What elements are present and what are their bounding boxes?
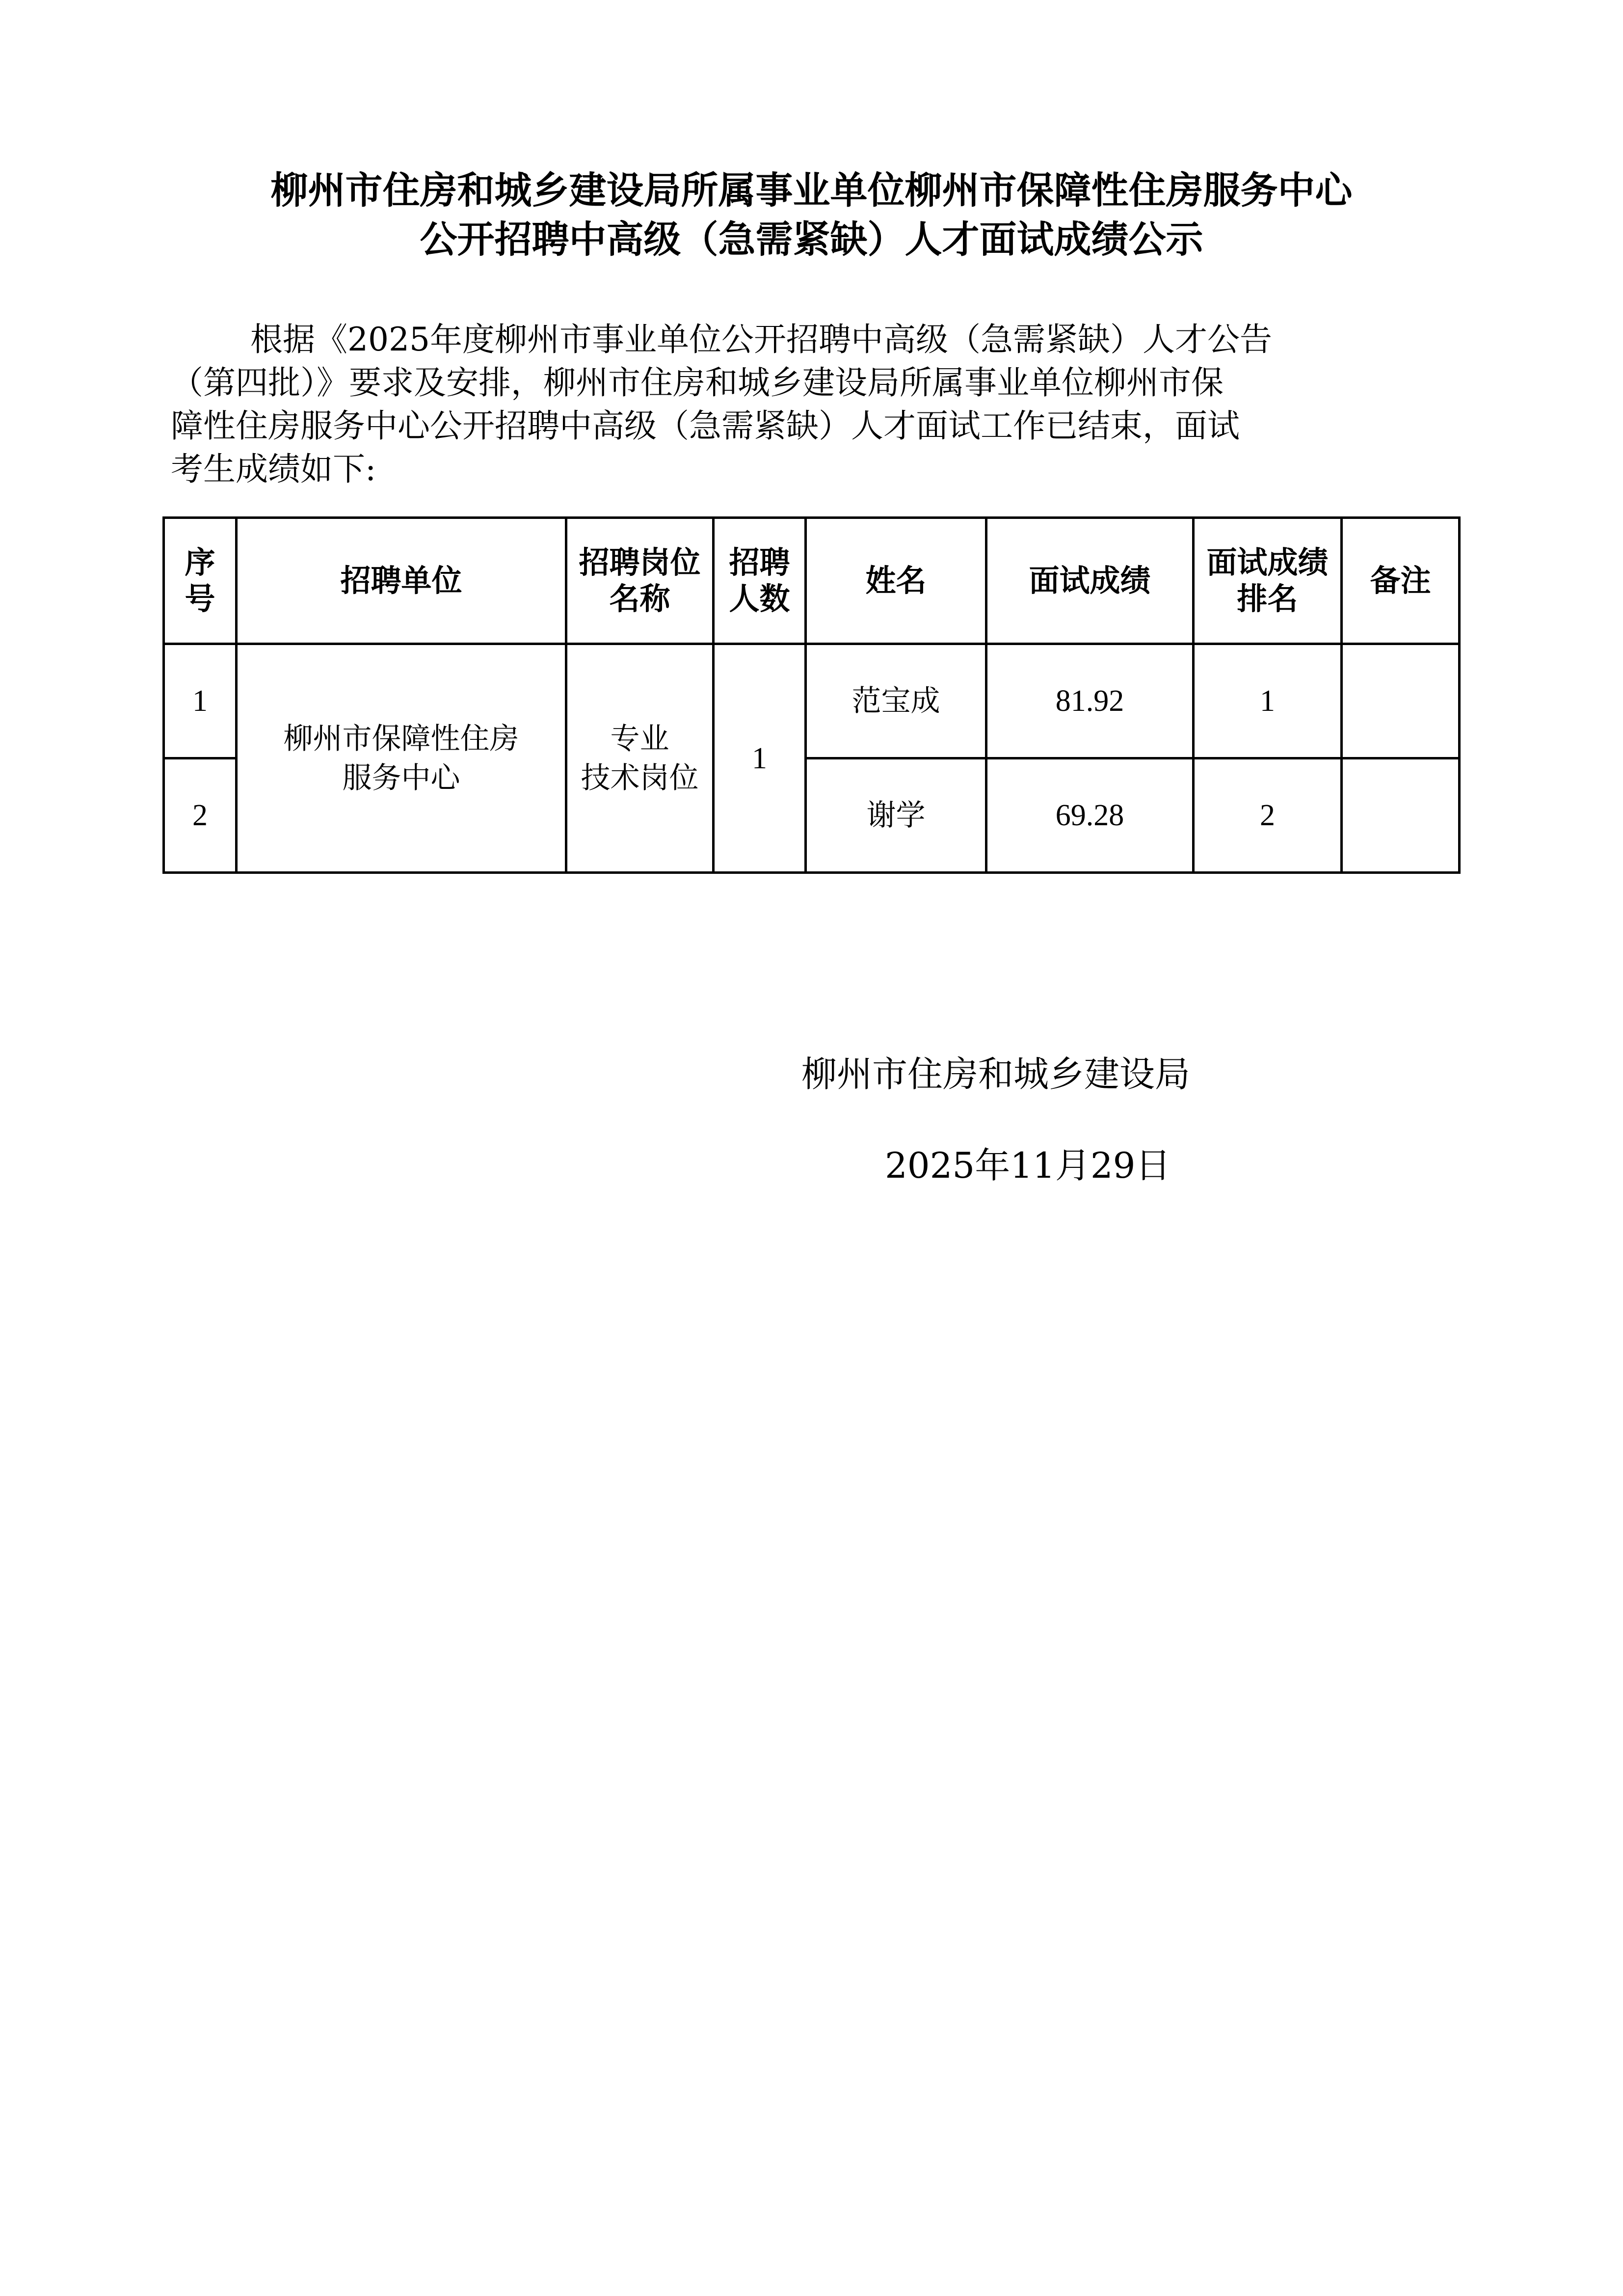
row-score: 81.92 [986,644,1194,758]
header-name: 姓名 [806,518,986,644]
table-header-row [164,518,1460,644]
row-remark [1342,644,1460,758]
signing-organization: 柳州市住房和城乡建设局 [801,1053,1191,1095]
row-score: 69.28 [986,758,1194,873]
cell-unit: 柳州市保障性住房 服务中心 [237,644,566,873]
row-seq: 1 [164,644,237,758]
header-post: 招聘岗位 名称 [566,518,714,644]
cell-hire-count: 1 [714,644,806,873]
row-remark [1342,758,1460,873]
header-count: 招聘 人数 [714,518,806,644]
header-unit: 招聘单位 [237,518,566,644]
title-line-2: 公开招聘中高级（急需紧缺）人才面试成绩公示 [420,217,1203,261]
row-seq: 2 [164,758,237,873]
interview-score-table [162,516,1461,874]
row-rank: 2 [1194,758,1342,873]
row-rank: 1 [1194,644,1342,758]
header-score: 面试成绩 [986,518,1194,644]
intro-line-2: （第四批）》要求及安排，柳州市住房和城乡建设局所属事业单位柳州市保 [171,364,1224,402]
cell-post: 专业 技术岗位 [566,644,714,873]
row-name: 范宝成 [806,644,986,758]
header-rank: 面试成绩 排名 [1194,518,1342,644]
header-remark: 备注 [1342,518,1460,644]
intro-line-1: 根据《2025年度柳州市事业单位公开招聘中高级（急需紧缺）人才公告 [250,321,1272,358]
table-row [164,644,1460,758]
title-line-1: 柳州市住房和城乡建设局所属事业单位柳州市保障性住房服务中心 [270,168,1353,212]
intro-line-4: 考生成绩如下: [171,450,376,488]
signing-date: 2025年11月29日 [885,1145,1171,1186]
row-name: 谢学 [806,758,986,873]
header-seq: 序 号 [164,518,237,644]
intro-line-3: 障性住房服务中心公开招聘中高级（急需紧缺）人才面试工作已结束，面试 [171,407,1240,445]
